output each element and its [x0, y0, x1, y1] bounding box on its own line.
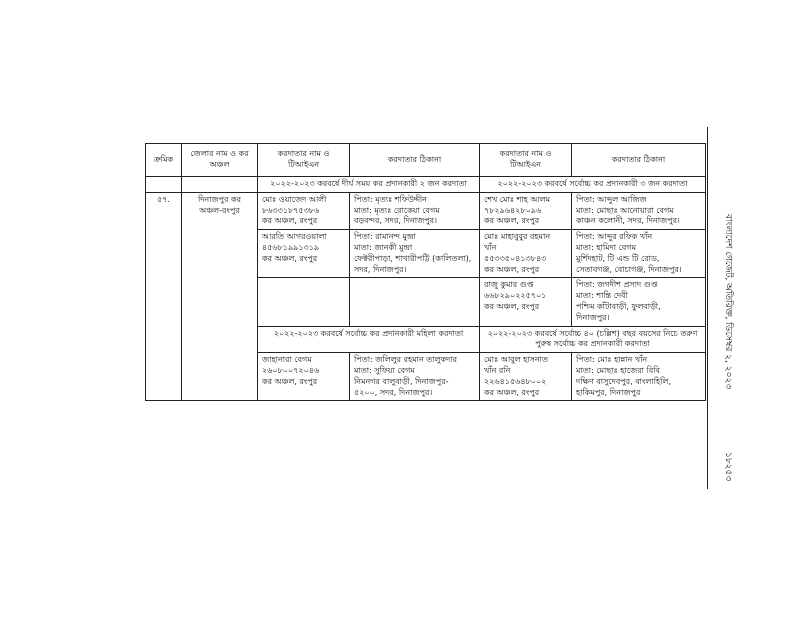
taxpayer-tin: ৫৫৩৩৫০৪১৩৮৪৩	[484, 253, 547, 263]
taxpayer-name: মোঃ মাহাবুবুর রহমান	[484, 232, 551, 242]
district-zone: দিনাজপুর কর অঞ্চল-রংপুর	[182, 192, 258, 401]
serial-number: ৫৭.	[146, 192, 182, 401]
taxpayer-name-cell	[480, 192, 572, 229]
taxpayer-name: জাহানারা বেগম	[262, 355, 312, 365]
taxpayer-name-cell	[480, 230, 572, 278]
taxpayer-name: রাজু কুমার গুপ্ত	[484, 280, 534, 290]
taxpayer-tin: ২২৬৪১৫৬৪৮০০২	[484, 376, 547, 386]
blank-cell	[182, 177, 258, 193]
mother-name: মাতা: শান্তি দেবী	[576, 291, 628, 301]
running-header-text: বাংলাদেশ গেজেট, অতিরিক্ত, ডিসেম্বর ২, ২০২৩	[723, 214, 733, 390]
father-name: পিতা: জলিলুর রহমান তালুকদার	[354, 355, 458, 365]
taxpayer-name-cell	[480, 278, 572, 326]
taxpayer-name-cell	[480, 353, 572, 401]
tax-zone: কর অঞ্চল, রংপুর	[262, 216, 318, 226]
taxpayer-name-cell	[258, 230, 350, 278]
taxpayer-name: মোঃ ওয়াজেদ আলী	[262, 194, 327, 204]
taxpayer-name: মোঃ আবুল হাসনাত	[484, 355, 549, 365]
tax-zone: কর অঞ্চল, রংপুর	[484, 301, 540, 311]
tax-zone: কর অঞ্চল, রংপুর	[262, 253, 318, 263]
taxpayer-address-cell	[350, 353, 480, 401]
header-name-1: করদাতার নাম ও টিআইএন	[258, 144, 350, 177]
taxpayer-address-cell	[350, 192, 480, 229]
address-line: পশ্চিম কাঁটাবাড়ী, ফুলবাড়ী,	[576, 301, 661, 311]
taxpayer-address-cell	[572, 192, 706, 229]
blank-cell	[146, 177, 182, 193]
mother-name: মাতা: হামিদা বেগম	[576, 242, 637, 252]
mother-name: মাতা: জানকী মুন্দ্রা	[354, 242, 413, 252]
address-line: বড়বন্দর, সদর, দিনাজপুর।	[354, 216, 437, 226]
taxpayer-tin: ২৬০৮০০৭২০৪৬	[262, 365, 320, 375]
address-line: মুর্শিদহাট, টি এন্ড টি রোড,	[576, 253, 660, 263]
taxpayer-name-cell	[258, 353, 350, 401]
empty-cell	[350, 278, 480, 326]
category-highest-tax: ২০২২-২০২৩ করবর্ষে সর্বোচ্চ কর প্রদানকারী ৩ জন করদাতা	[480, 177, 706, 193]
tax-zone: কর অঞ্চল, রংপুর	[484, 216, 540, 226]
taxpayer-tin: ৭৮২৯৬৪২৮০৯৬	[484, 205, 542, 215]
tax-zone: কর অঞ্চল, রংপুর	[484, 387, 540, 397]
address-line: ফেক্টরীপাড়া, শাখারীপট্টি (কালিতলা),	[354, 253, 472, 263]
page-number	[722, 452, 742, 492]
address-line: দক্ষিণ বাসুদেবপুর, বাংলাহিলি,	[576, 376, 671, 386]
father-name: পিতা: রামানন্দ মুন্দ্রা	[354, 232, 416, 242]
address-line: হাকিমপুর, দিনাজপুর	[576, 387, 641, 397]
empty-cell	[258, 278, 350, 326]
category-row	[146, 177, 706, 193]
taxpayer-address-cell	[572, 230, 706, 278]
mother-name: মাতা: সুফিয়া বেগম	[354, 365, 415, 375]
father-name: পিতা: জগদীশ প্রসাদ গুপ্ত	[576, 280, 658, 290]
table-header-row	[146, 144, 706, 177]
category-longest-time: ২০২২-২০২৩ করবর্ষে দীর্ঘ সময় কর প্রদানকারী ২ জন করদাতা	[258, 177, 480, 193]
mother-name: মাতা: মোছাঃ হাজেরা বিবি	[576, 365, 660, 375]
mother-name: মাতা: মোছাঃ আনোয়ারা বেগম	[576, 205, 674, 215]
table-row	[146, 192, 706, 229]
header-address-1: করদাতার ঠিকানা	[350, 144, 480, 177]
header-name-2: করদাতার নাম ও টিআইএন	[480, 144, 572, 177]
page-number-text: ১৮২৫৩	[723, 452, 733, 482]
taxpayer-tin: ৮৬৩৩১৮৭৫৩৮৬	[262, 205, 320, 215]
header-serial: ক্রমিক	[146, 144, 182, 177]
header-address-2: করদাতার ঠিকানা	[572, 144, 706, 177]
address-line: দিনাজপুর।	[576, 312, 610, 322]
category-woman: ২০২২-২০২৩ করবর্ষে সর্বোচ্চ কর প্রদানকারী মহিলা করদাতা	[258, 326, 480, 353]
taxpayer-tin: ৬৬৮২৯০২২৫৭০১	[484, 291, 547, 301]
header-district: জেলার নাম ও কর অঞ্চল	[182, 144, 258, 177]
address-line: সেতাবগঞ্জ, বোচাগঞ্জ, দিনাজপুর।	[576, 264, 682, 274]
taxpayer-name: শেখ মোঃ শাহ আলম	[484, 194, 551, 204]
taxpayer-address-cell	[350, 230, 480, 278]
tax-zone: কর অঞ্চল, রংপুর	[484, 264, 540, 274]
father-name: পিতা: আব্দুল আজিজ	[576, 194, 647, 204]
father-name: পিতা: আব্দুর রফিক খাঁন	[576, 232, 653, 242]
tax-zone: কর অঞ্চল, রংপুর	[262, 376, 318, 386]
taxpayer-address-cell	[572, 278, 706, 326]
address-line: ৫২০০, সদর, দিনাজপুর।	[354, 387, 433, 397]
taxpayer-address-cell	[572, 353, 706, 401]
address-line: নিমনগর বালুবাড়ী, দিনাজপুর-	[354, 376, 449, 386]
taxpayer-tin: ৪৫৬৮১৯৯১৩১৯	[262, 242, 320, 252]
category-young-male: ২০২২-২০২৩ করবর্ষে সর্বোচ্চ ৪০ (চল্লিশ) বছর বয়সের নিচে তরুণ পুরুষ সর্বোচ্চ কর প্রদানকারী করদাতা	[480, 326, 706, 353]
taxpayer-name-cell	[258, 192, 350, 229]
taxpayer-name-cont: খাঁন রনি	[484, 365, 511, 375]
address-line: সদর, দিনাজপুর।	[354, 264, 407, 274]
running-header	[722, 214, 742, 390]
header-rule	[707, 127, 708, 489]
mother-name: মাতা: মৃত্যঃ রোকেয়া বেগম	[354, 205, 440, 215]
address-line: কাঞ্চন কলোনী, সদর, দিনাজপুর।	[576, 216, 680, 226]
taxpayer-name: আরতি আগরওয়ালা	[262, 232, 327, 242]
father-name: পিতা: মোঃ হান্নান খাঁন	[576, 355, 648, 365]
father-name: পিতা: মৃত্যঃ শফিউদ্দীন	[354, 194, 427, 204]
taxpayer-name-cont: খাঁন	[484, 242, 497, 252]
taxpayer-table	[145, 143, 706, 401]
